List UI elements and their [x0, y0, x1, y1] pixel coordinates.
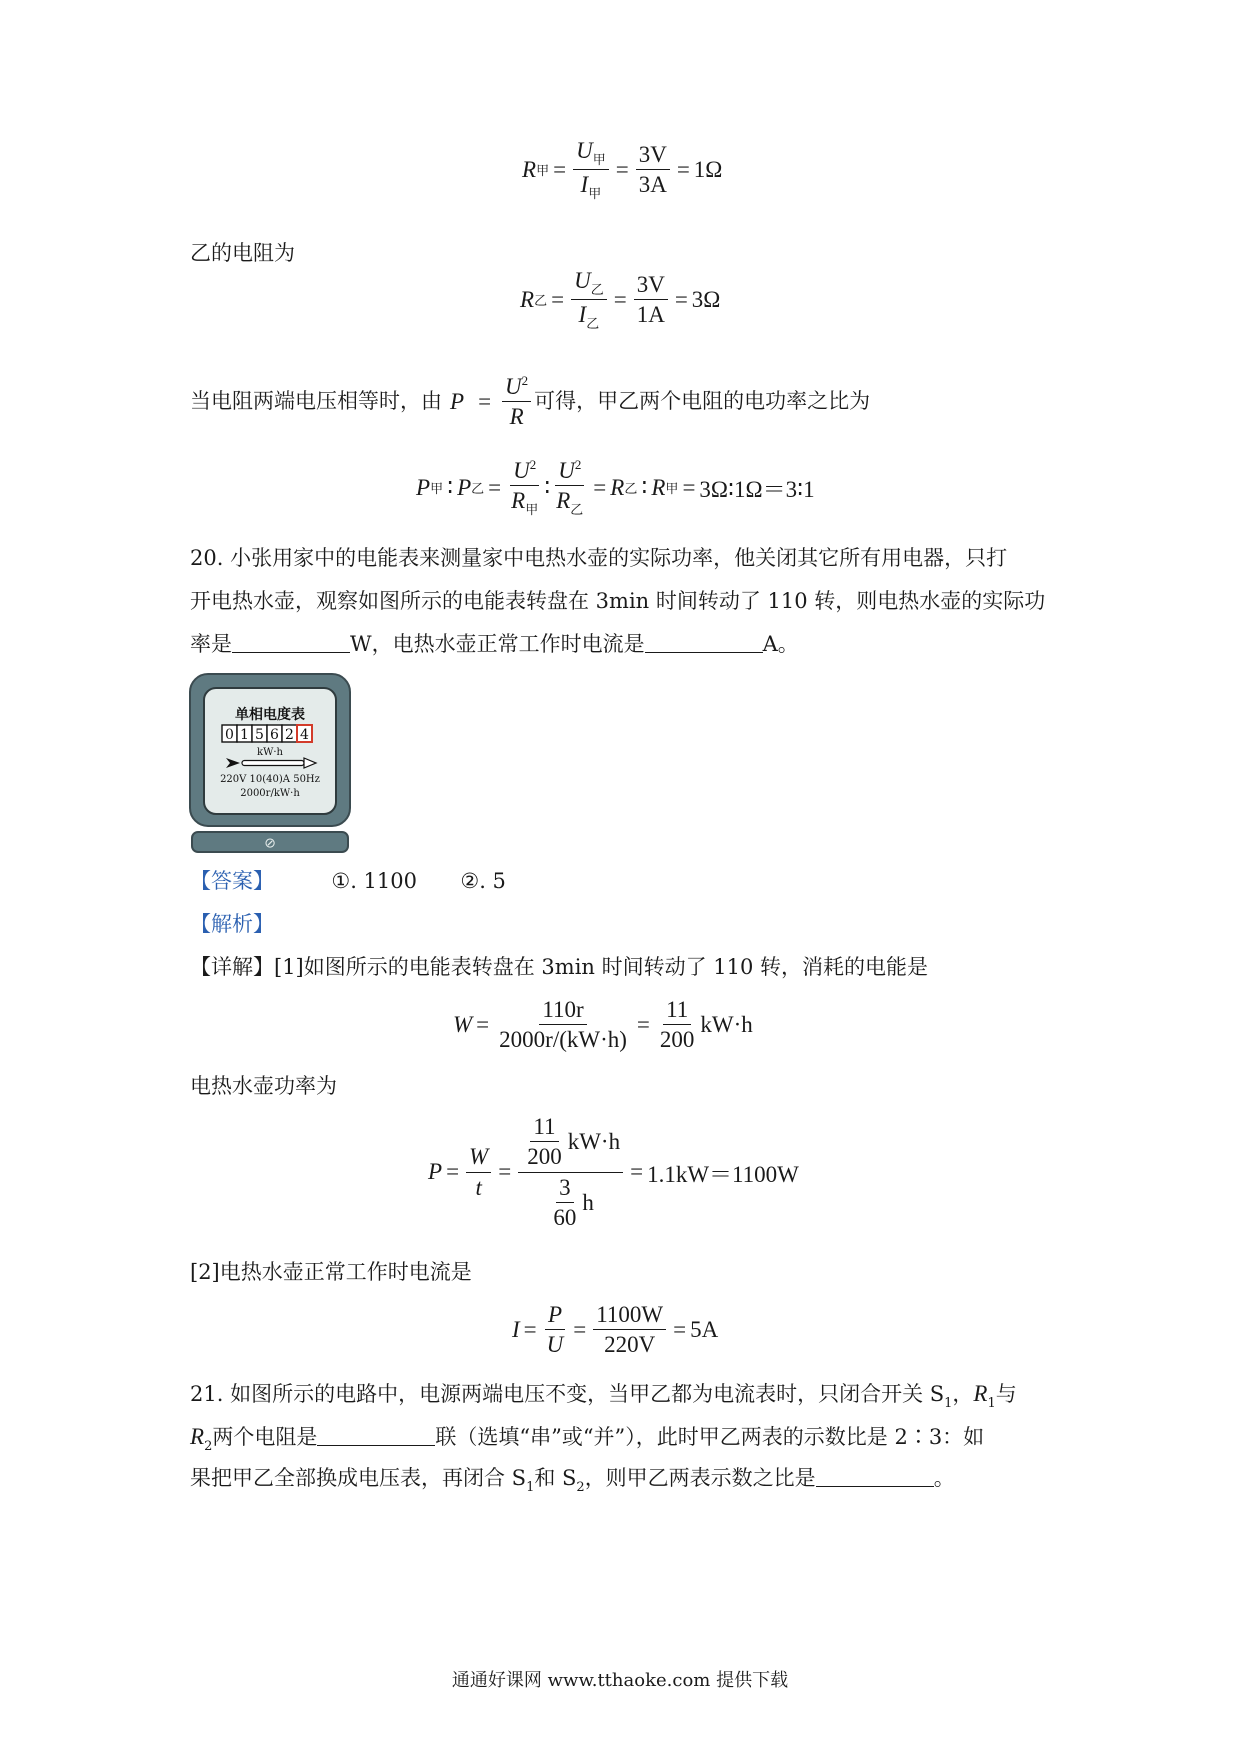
answer-1: ①. 1100: [331, 869, 417, 893]
symbol-p: P: [545, 1302, 565, 1330]
unit: kW·h: [567, 1129, 621, 1155]
superscript-2: 2: [529, 457, 537, 472]
answer-blank-2[interactable]: [645, 634, 763, 653]
equation-resistance-yi: R 乙 = $\frac{U_乙}{I_乙}$ = $\frac{3V}{1A}$ = 3Ω: [520, 268, 721, 332]
result: 3Ω∶1Ω＝3∶1: [699, 477, 815, 503]
fraction-u2-over-ryi: [553, 458, 586, 518]
subscript-1: 1: [944, 1396, 953, 1411]
electric-meter-figure: [188, 672, 354, 856]
answer-2: ②. 5: [460, 869, 506, 893]
subscript-yi: 乙: [624, 481, 638, 497]
numerator: 3V: [636, 142, 670, 170]
fraction-p-over-u: [544, 1302, 567, 1358]
question-21-line-3: [190, 1468, 955, 1494]
text: 两个电阻是: [212, 1425, 318, 1449]
subscript-yi: 乙: [570, 502, 584, 518]
meter-digit: 1: [240, 727, 249, 743]
symbol-u: U: [513, 458, 530, 483]
symbol-w: W: [466, 1144, 491, 1172]
fraction-11-200: [524, 1114, 565, 1170]
unit: h: [582, 1189, 594, 1215]
subscript-yi: 乙: [590, 282, 604, 297]
denominator: 3A: [638, 172, 667, 198]
fraction-u2-over-r: [502, 374, 531, 430]
text: W，电热水壶正常工作时电流是: [350, 632, 645, 656]
fraction-values: [636, 142, 670, 198]
result: 1.1kW＝1100W: [647, 1161, 799, 1187]
text-power-intro: 当电阻两端电压相等时，由 P = $\frac{U^2}{R}$ 可得，甲乙两个电阻的电功率之比为: [190, 373, 871, 430]
symbol-p: P: [457, 474, 472, 500]
meter-digit: 2: [285, 727, 294, 743]
symbol-w: W: [453, 1011, 473, 1037]
symbol-r: R: [651, 474, 666, 500]
question-20-line-3: [190, 634, 799, 655]
denominator: 220V: [604, 1332, 656, 1358]
meter-unit: kW·h: [257, 747, 283, 758]
fraction-revolutions: [496, 997, 630, 1053]
text: 果把甲乙全部换成电压表，再闭合 S: [190, 1466, 527, 1490]
symbol-p: P: [416, 474, 431, 500]
meter-digit: 6: [270, 727, 279, 743]
symbol-r: R: [509, 404, 524, 430]
fraction-u-over-i: [571, 268, 607, 332]
fraction-values: [634, 272, 668, 328]
symbol-u: U: [558, 458, 575, 483]
answer-line: [190, 871, 506, 892]
symbol-r: R: [973, 1381, 988, 1406]
denominator: 60: [553, 1204, 577, 1230]
superscript-2: 2: [521, 373, 529, 388]
meter-digits: [222, 725, 312, 743]
meter-digit: 4: [300, 727, 309, 743]
answer-label: 【答案】: [190, 869, 274, 893]
symbol-r: R: [520, 286, 535, 312]
result: 3Ω: [691, 286, 721, 312]
unit: kW·h: [700, 1011, 753, 1037]
result: 5A: [690, 1316, 719, 1342]
denominator: 2000r/(kW·h): [499, 1027, 627, 1053]
result: 1Ω: [693, 156, 723, 182]
subscript-yi: 乙: [471, 481, 485, 497]
question-21-line-2: [190, 1425, 984, 1453]
symbol-i: I: [512, 1316, 520, 1342]
fraction-u-over-i: [573, 138, 609, 202]
page-footer: 通通好课网 www.tthaoke.com 提供下载: [451, 1670, 789, 1691]
text: 21. 如图所示的电路中，电源两端电压不变，当甲乙都为电流表时，只闭合开关 S: [190, 1382, 945, 1406]
symbol-u: U: [546, 1332, 564, 1358]
numerator: 3: [556, 1175, 574, 1203]
text: 联（选填“串”或“并”），此时甲乙两表的示数比是 2∶3：如: [435, 1425, 985, 1449]
numerator: 11: [663, 997, 691, 1025]
subscript-2: 2: [576, 1480, 585, 1495]
subscript-jia: 甲: [592, 152, 606, 167]
subscript-1: 1: [987, 1396, 996, 1411]
subscript-jia: 甲: [525, 502, 539, 518]
answer-blank-1[interactable]: [232, 634, 350, 653]
text-kettle-power: 电热水壶功率为: [190, 1074, 337, 1098]
colon: ∶: [641, 474, 648, 500]
detail-line: [190, 957, 928, 978]
numerator: 3V: [634, 272, 668, 300]
denominator: 1A: [636, 302, 665, 328]
symbol-r: R: [522, 156, 537, 182]
text: 。: [933, 1466, 955, 1490]
symbol-r: R: [511, 488, 526, 514]
numerator: 1100W: [593, 1302, 666, 1330]
subscript-jia: 甲: [588, 186, 602, 202]
text: 和 S: [534, 1466, 577, 1490]
superscript-2: 2: [574, 457, 582, 472]
text-yi-resistance: 乙的电阻为: [190, 241, 295, 265]
symbol-u: U: [505, 374, 522, 399]
meter-digit: 5: [255, 727, 264, 743]
fraction-w-over-t: [466, 1144, 491, 1200]
text: ，: [952, 1382, 974, 1406]
subscript-2: 2: [204, 1439, 213, 1454]
subscript-jia: 甲: [430, 481, 444, 497]
subscript-yi: 乙: [534, 293, 548, 309]
equation-power-ratio: P 甲 ∶ P 乙 = $\frac{U^2}{R_甲}$ ∶ $\frac{U^2}{R_乙}$ = R 乙 ∶ R 甲 = 3Ω∶1Ω＝3∶1: [416, 457, 815, 518]
question-21-line-1: [190, 1382, 1017, 1410]
equation-power: P = $\frac{W}{t}$ = $\frac{11}{200}$ kW·h $\frac{3}{60}$ h = 1.1kW＝1100W: [428, 1114, 799, 1230]
text-current: [2]电热水壶正常工作时电流是: [190, 1260, 472, 1284]
symbol-i: I: [578, 302, 587, 328]
symbol-u: U: [576, 138, 593, 163]
detail-label: 【详解】: [190, 955, 274, 979]
meter-title: 单相电度表: [235, 707, 305, 723]
equation-current: I = $\frac{P}{U}$ = $\frac{1100W}{220V}$ = 5A: [512, 1302, 719, 1358]
equation-energy: W = $\frac{110r}{2000r/(kW\cdot h)}$ = $\frac{11}{200}$ kW·h: [453, 997, 753, 1053]
meter-knob-icon: ⊘: [264, 835, 276, 852]
answer-blank-4[interactable]: [816, 1468, 934, 1487]
meter-digit: 0: [225, 727, 234, 743]
answer-blank-3[interactable]: [317, 1427, 435, 1446]
text: 与: [995, 1382, 1017, 1406]
subscript-1: 1: [526, 1480, 535, 1495]
fraction-values: [593, 1302, 666, 1358]
fraction-11-200: [657, 997, 698, 1053]
symbol-r: R: [610, 474, 625, 500]
question-20-line-2: 开电热水壶，观察如图所示的电能表转盘在 3min 时间转动了 110 转，则电热水壶的实际功: [190, 589, 1046, 613]
fraction-compound: [518, 1114, 623, 1230]
text-after: 可得，甲乙两个电阻的电功率之比为: [534, 389, 871, 414]
denominator: 200: [659, 1027, 695, 1053]
symbol-r: R: [556, 488, 571, 514]
colon: ∶: [447, 474, 454, 500]
analysis-label: 【解析】: [190, 912, 274, 936]
numerator: 110r: [539, 997, 586, 1025]
subscript-jia: 甲: [665, 481, 679, 497]
symbol-t: t: [475, 1174, 482, 1200]
text: 率是: [190, 632, 232, 656]
detail-text: [1]如图所示的电能表转盘在 3min 时间转动了 110 转，消耗的电能是: [274, 955, 929, 979]
symbol-i: I: [580, 172, 589, 198]
text-before: 当电阻两端电压相等时，由: [190, 389, 442, 414]
fraction-3-60: [550, 1175, 579, 1231]
text: ，则甲乙两表示数之比是: [584, 1466, 816, 1490]
denominator: 200: [527, 1144, 562, 1170]
symbol-u: U: [574, 268, 591, 293]
numerator: 11: [530, 1114, 558, 1142]
symbol-p: P: [450, 389, 465, 415]
symbol-r: R: [190, 1424, 205, 1449]
symbol-p: P: [428, 1159, 443, 1185]
subscript-jia: 甲: [536, 163, 550, 179]
question-20-line-1: 20. 小张用家中的电能表来测量家中电热水壶的实际功率，他关闭其它所有用电器，只打: [190, 546, 1008, 570]
meter-rate: 2000r/kW·h: [240, 788, 300, 799]
fraction-u2-over-rjia: [508, 458, 541, 518]
colon: ∶: [544, 474, 551, 500]
equation-resistance-jia: R 甲 = $\frac{U_甲}{I_甲}$ = $\frac{3V}{3A}$ = 1Ω: [522, 138, 723, 202]
meter-spec: 220V 10(40)A 50Hz: [220, 774, 320, 785]
text: A。: [762, 632, 799, 656]
subscript-yi: 乙: [586, 316, 600, 332]
